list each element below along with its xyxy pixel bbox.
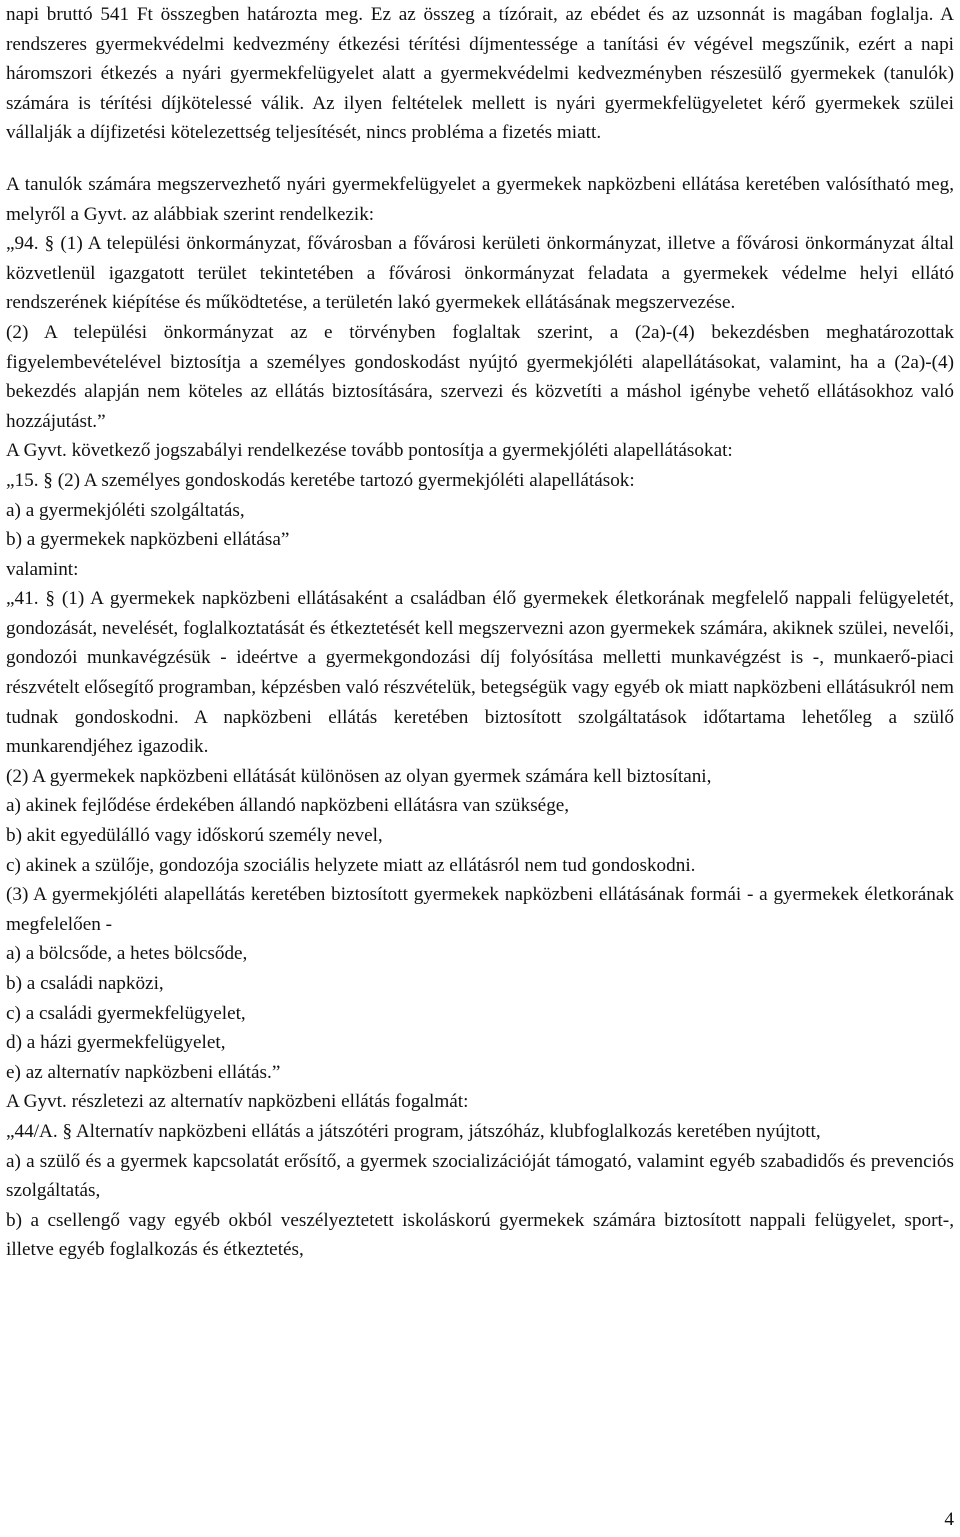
list-item-15-a: a) a gyermekjóléti szolgáltatás, (6, 499, 245, 521)
paragraph-gyvt-next: A Gyvt. következő jogszabályi rendelkezése tovább pontosítja a gyermekjóléti alapellátásokat: (6, 440, 733, 462)
list-item-41-2-a: a) akinek fejlődése érdekében állandó napközbeni ellátásra van szüksége, (6, 795, 570, 817)
paragraph-94-1: „94. § (1) A települési önkormányzat, fővárosban a fővárosi kerületi önkormányzat, illetve a fővárosi önkormányzat által közvetlenül igazgatott terület tekintetében a fővárosi önkormányzat feladata a gyermekek védelme helyi ellátó rendszerének kiépítése és működtetése, a területén lakó gyermekek ellátásának megszervezése. (6, 233, 954, 314)
list-item-41-3-c: c) a családi gyermekfelügyelet, (6, 1002, 246, 1024)
paragraph-41-2: (2) A gyermekek napközbeni ellátását különösen az olyan gyermek számára kell biztosítani, (6, 765, 712, 787)
list-item-15-b: b) a gyermekek napközbeni ellátása” (6, 529, 290, 551)
list-item-41-3-a: a) a bölcsőde, a hetes bölcsőde, (6, 943, 248, 965)
paragraph-intro: napi bruttó 541 Ft összegben határozta meg. Ez az összeg a tízórait, az ebédet és az uzsonnát is magában foglalja. A rendszeres gyermekvédelmi kedvezmény étkezési térítési díjmentessége a tanítási év végével megszűnik, ezért a napi háromszori étkezés a nyári gyermekfelügyelet alatt a gyermekvédelmi kedvezményben részesülő gyermekek (tanulók) számára is térítési díjkötelessé válik. Az ilyen feltételek mellett is nyári gyermekfelügyeletet kérő gyermekek szülei vállalják a díjfizetési kötelezettség teljesítését, nincs probléma a fizetés miatt. (6, 4, 954, 144)
document-page (6, 0, 954, 1265)
list-item-44a-b: b) a csellengő vagy egyéb okból veszélyeztetett iskoláskorú gyermekek számára biztosított nappali felügyelet, sport-, illetve egyéb foglalkozás és étkeztetés, (6, 1209, 954, 1261)
list-item-41-3-d: d) a házi gyermekfelügyelet, (6, 1032, 226, 1054)
paragraph-gyvt-alternativ: A Gyvt. részletezi az alternatív napközbeni ellátás fogalmát: (6, 1091, 469, 1113)
paragraph-valamint: valamint: (6, 558, 79, 580)
paragraph-44a: „44/A. § Alternatív napközbeni ellátás a játszótéri program, játszóház, klubfoglalkozás keretében nyújtott, (6, 1120, 821, 1142)
list-item-41-3-b: b) a családi napközi, (6, 973, 164, 994)
list-item-41-2-c: c) akinek a szülője, gondozója szociális helyzete miatt az ellátásról nem tud gondoskodni. (6, 854, 696, 876)
paragraph-gyvt-intro: A tanulók számára megszervezhető nyári gyermekfelügyelet a gyermekek napközbeni ellátása keretében valósítható meg, melyről a Gyvt. az alábbiak szerint rendelkezik: (6, 173, 954, 225)
paragraph-94-2: (2) A települési önkormányzat az e törvényben foglaltak szerint, a (2a)-(4) bekezdésben meghatározottak figyelembevételével biztosítja a személyes gondoskodást nyújtó gyermekjóléti alapellátásokat, valamint, ha a (2a)-(4) bekezdés alapján nem köteles az ellátás biztosítására, szervezi és közvetíti a máshol igénybe vehető ellátásokhoz való hozzájutást.” (6, 321, 954, 432)
paragraph-gap (6, 148, 954, 170)
list-item-41-3-e: e) az alternatív napközbeni ellátás.” (6, 1061, 281, 1083)
list-item-41-2-b: b) akit egyedülálló vagy időskorú személy nevel, (6, 825, 383, 847)
paragraph-15-2: „15. § (2) A személyes gondoskodás keretébe tartozó gyermekjóléti alapellátások: (6, 469, 635, 491)
page-number: 4 (944, 1509, 954, 1530)
list-item-44a-a: a) a szülő és a gyermek kapcsolatát erősítő, a gyermek szocializációját támogató, valamint egyéb szabadidős és prevenciós szolgáltatás, (6, 1150, 954, 1202)
paragraph-41-3: (3) A gyermekjóléti alapellátás keretében biztosított gyermekek napközbeni ellátásának formái - a gyermekek életkorának megfelelően - (6, 884, 954, 935)
paragraph-41-1: „41. § (1) A gyermekek napközbeni ellátásaként a családban élő gyermekek életkorának megfelelő nappali felügyeletét, gondozását, nevelését, foglalkoztatását és étkeztetését kell megszervezni azon gyermekek számára, akiknek szülei, nevelői, gondozói munkavégzésük - ideértve a gyermekgondozási díj folyósítása melletti munkavégzést is -, munkaerő-piaci részvételt elősegítő programban, képzésben való részvételük, betegségük vagy egyéb ok miatt napközbeni ellátásukról nem tudnak gondoskodni. A napközbeni ellátás keretében biztosított szolgáltatások időtartama lehetőleg a szülő munkarendjéhez igazodik. (6, 588, 954, 758)
